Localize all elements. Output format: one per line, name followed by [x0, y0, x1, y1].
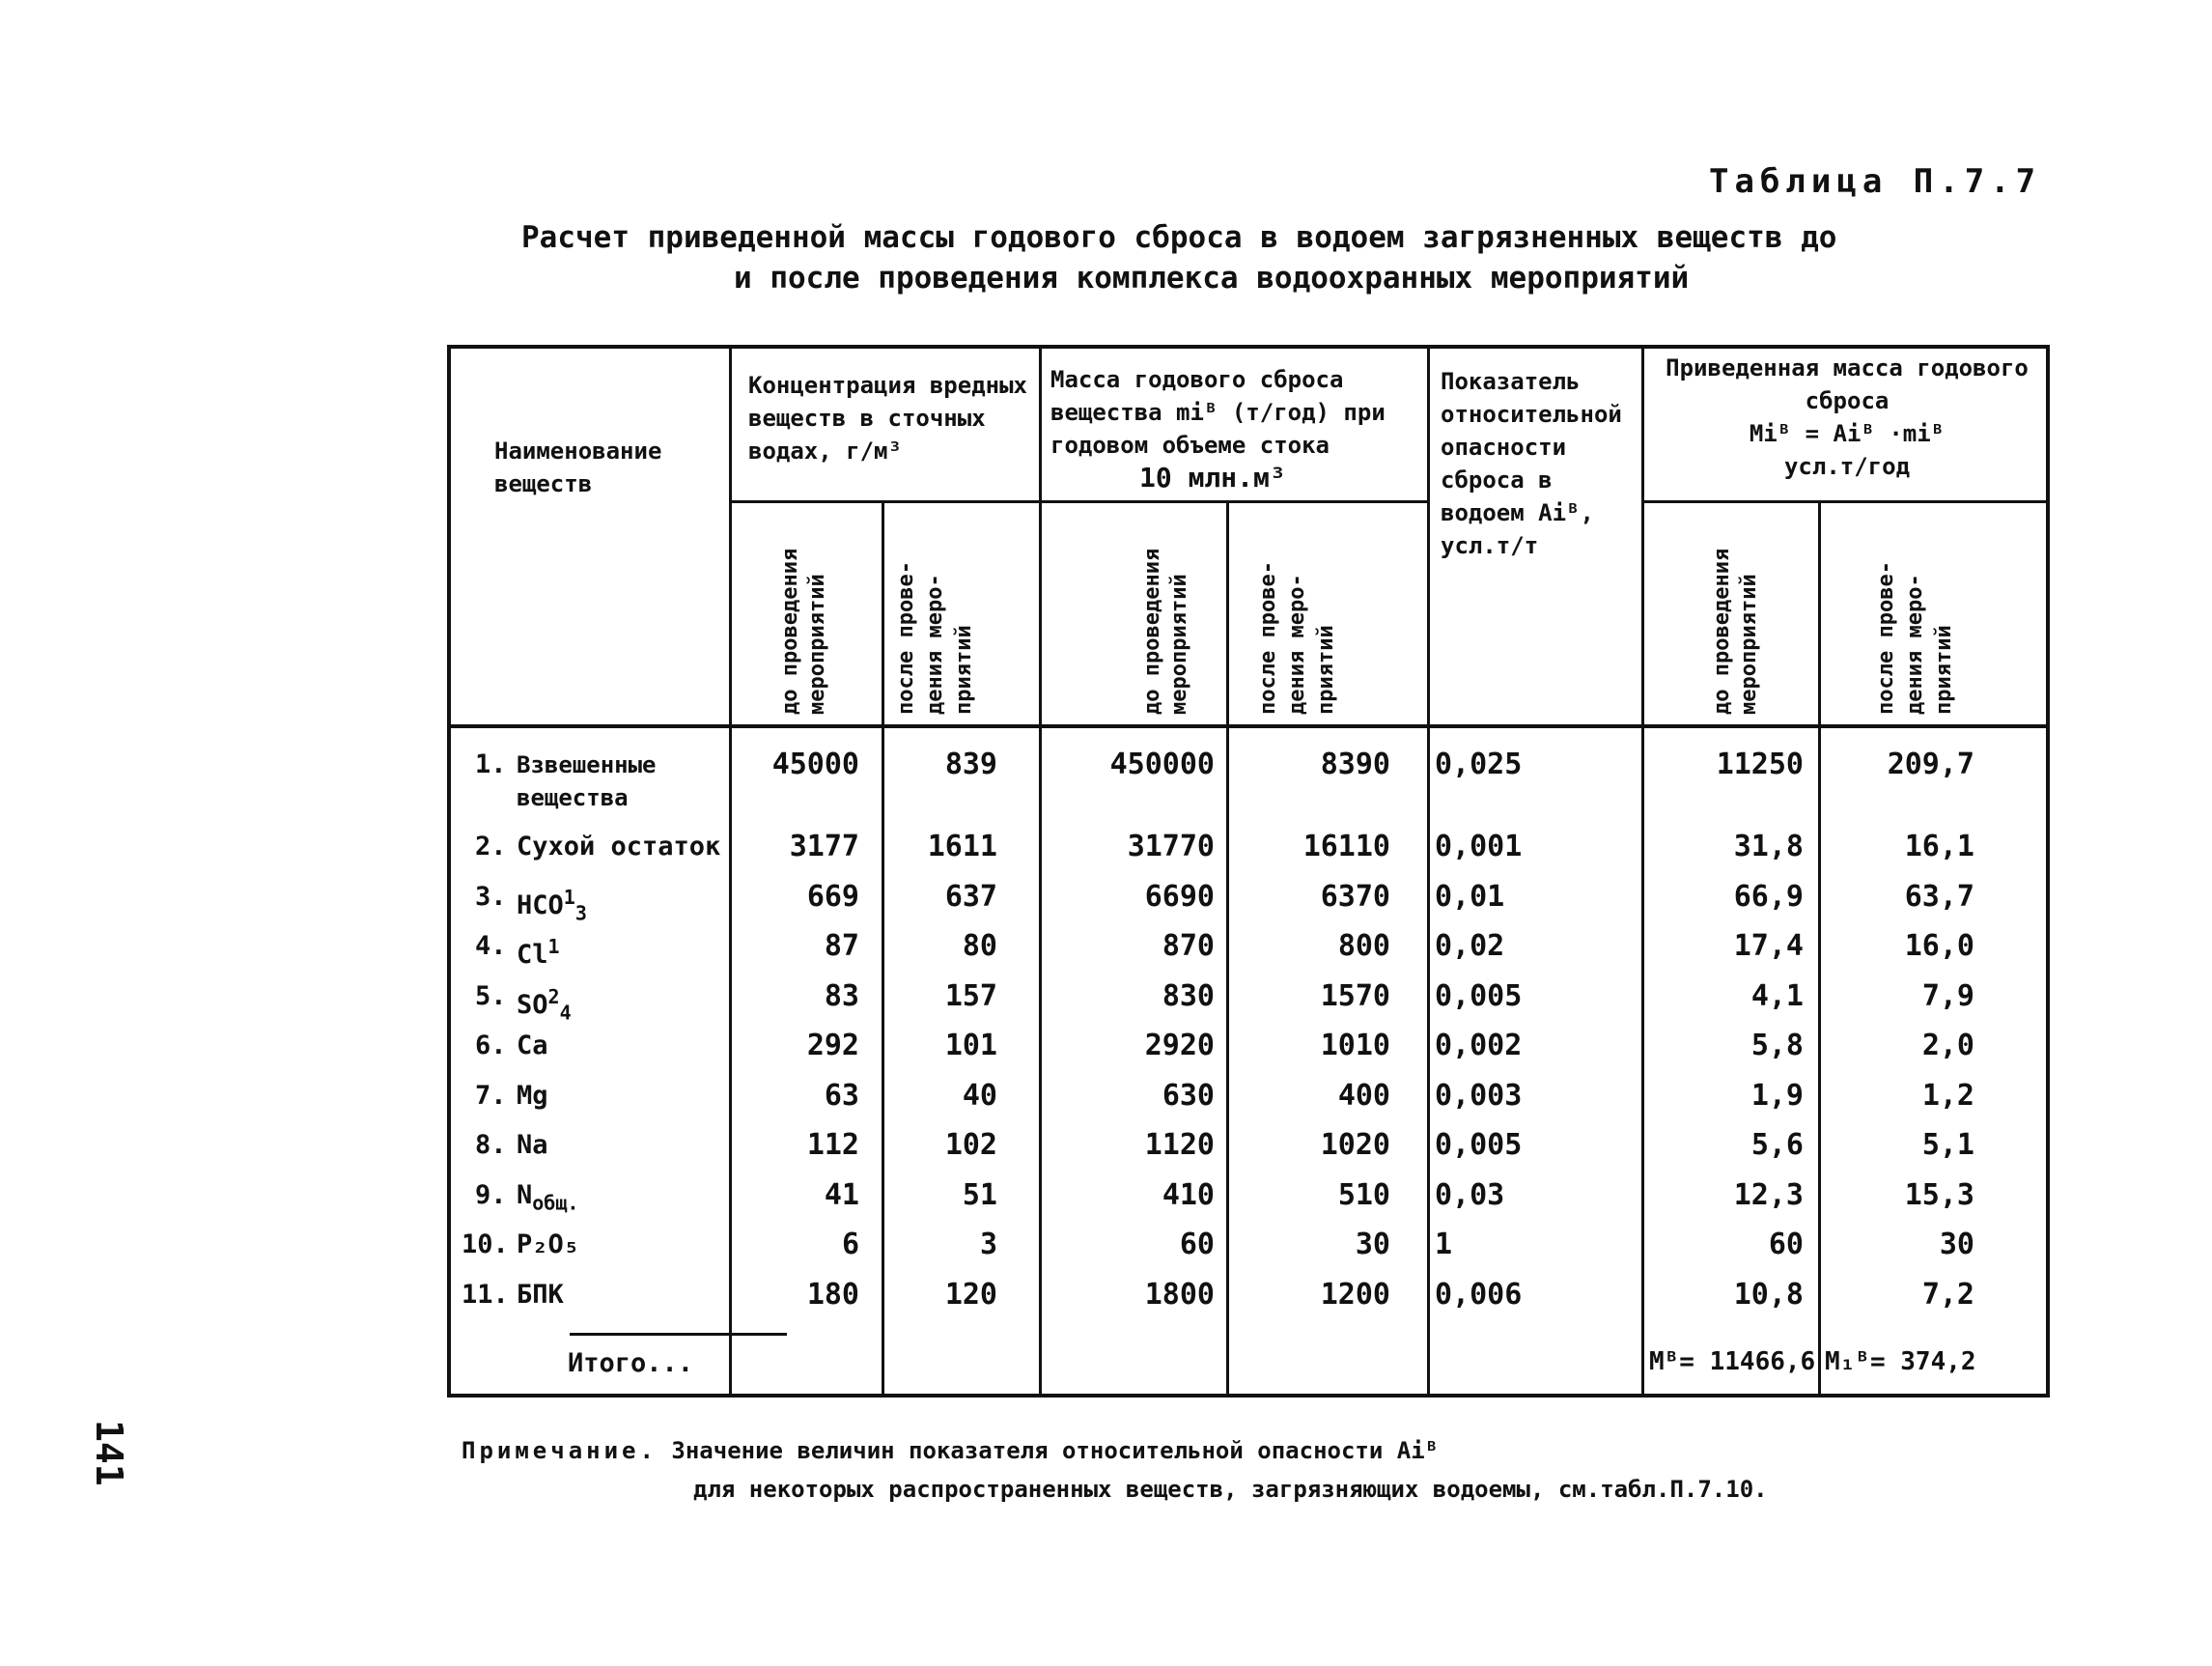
cell-r-after: 7,9: [1921, 979, 1974, 1013]
cell-m-after: 1020: [1320, 1128, 1390, 1162]
cell-r-after: 209,7: [1887, 748, 1974, 781]
row-number: 10.: [462, 1229, 509, 1259]
substance-name: $SO^2_4$: [517, 985, 572, 1025]
table-border-top: [447, 345, 2050, 349]
cell-c-after: 102: [944, 1128, 997, 1162]
subheader-line: после прове-: [1256, 561, 1280, 715]
cell-m-before: 1120: [1144, 1128, 1215, 1162]
cell-r-before: 11250: [1716, 748, 1804, 781]
cell-c-before: 112: [806, 1128, 859, 1162]
cell-r-after: 1,2: [1921, 1079, 1974, 1113]
cell-c-before: 63: [824, 1079, 859, 1113]
cell-r-after: 5,1: [1921, 1128, 1974, 1162]
cell-m-after: 1570: [1320, 979, 1390, 1013]
cell-a: 0,006: [1435, 1278, 1523, 1312]
cell-r-before: 10,8: [1733, 1278, 1804, 1312]
cell-m-before: 410: [1162, 1178, 1215, 1212]
header-hazard: Показатель относительной опасности сброса в водоем Aiᴮ, усл.т/т: [1441, 368, 1622, 559]
cell-r-after: 2,0: [1921, 1029, 1974, 1062]
row-number: 8.: [475, 1130, 507, 1160]
table-label: Таблица П.7.7: [1709, 162, 2042, 201]
cell-c-after: 101: [944, 1029, 997, 1062]
substance-name: Na: [517, 1130, 548, 1160]
cell-r-before: 17,4: [1733, 929, 1804, 963]
cell-a: 0,005: [1435, 1128, 1523, 1162]
subheader-mass-before: до проведения мероприятий: [1140, 548, 1191, 715]
header-reduced-formula: Miᴮ = Aiᴮ ·miᴮ: [1749, 420, 1946, 447]
note-text-1: Значение величин показателя относительной опасности Aiᴮ: [671, 1437, 1440, 1464]
cell-m-after: 6370: [1320, 880, 1390, 914]
cell-a: 0,02: [1435, 929, 1505, 963]
row-number: 2.: [475, 832, 507, 861]
col-line-2: [882, 502, 884, 1398]
cell-c-after: 120: [944, 1278, 997, 1312]
subheader-line: после прове-: [1874, 561, 1898, 715]
cell-c-before: 45000: [771, 748, 859, 781]
total-underline: [570, 1333, 787, 1336]
cell-r-before: 1,9: [1750, 1079, 1804, 1113]
cell-c-after: 1611: [927, 830, 997, 863]
cell-a: 0,005: [1435, 979, 1523, 1013]
cell-c-before: 180: [806, 1278, 859, 1312]
cell-r-after: 30: [1939, 1228, 1974, 1261]
cell-c-before: 669: [806, 880, 859, 914]
cell-c-before: 87: [824, 929, 859, 963]
substance-name: $N_{общ.}$: [517, 1180, 579, 1215]
cell-m-before: 60: [1179, 1228, 1215, 1261]
row-number: 6.: [475, 1031, 507, 1060]
substance-name: Сухой остаток: [517, 832, 721, 861]
cell-a: 0,03: [1435, 1178, 1505, 1212]
cell-m-before: 6690: [1144, 880, 1215, 914]
cell-m-after: 8390: [1320, 748, 1390, 781]
cell-r-after: 16,0: [1904, 929, 1974, 963]
cell-m-after: 30: [1355, 1228, 1390, 1261]
header-mid-line-1: [731, 500, 1428, 503]
cell-r-before: 5,8: [1750, 1029, 1804, 1062]
col-line-1: [729, 345, 732, 1398]
table-title-line-1: Расчет приведенной массы годового сброса в водоем загрязненных веществ до: [521, 220, 1837, 255]
cell-a: 1: [1435, 1228, 1453, 1261]
total-after: M₁ᴮ= 374,2: [1825, 1347, 1976, 1376]
subheader-line: дения меро-: [923, 574, 947, 715]
subheader-line: приятий: [1932, 625, 1956, 715]
total-label: Итого...: [568, 1348, 694, 1378]
cell-m-before: 450000: [1109, 748, 1215, 781]
subheader-line: приятий: [1314, 625, 1338, 715]
cell-r-after: 7,2: [1921, 1278, 1974, 1312]
cell-c-before: 3177: [789, 830, 859, 863]
subheader-line: после прове-: [894, 561, 918, 715]
cell-a: 0,001: [1435, 830, 1523, 863]
cell-r-before: 4,1: [1750, 979, 1804, 1013]
cell-r-after: 63,7: [1904, 880, 1974, 914]
cell-r-after: 16,1: [1904, 830, 1974, 863]
substance-name: Взвешенные вещества: [517, 751, 657, 811]
cell-c-after: 80: [962, 929, 997, 963]
row-number: 5.: [475, 981, 507, 1011]
row-number: 4.: [475, 931, 507, 961]
total-before: Mᴮ= 11466,6: [1649, 1347, 1816, 1376]
page-number: 141: [88, 1420, 130, 1486]
header-mass: Масса годового сброса вещества miᴮ (т/год) при годовом объеме стока: [1050, 366, 1386, 459]
header-mass-volume: 10 млн.м³: [1139, 462, 1286, 494]
substance-name: $HCO^1_3$: [517, 886, 587, 925]
col-line-6: [1641, 345, 1644, 1398]
cell-c-after: 3: [979, 1228, 997, 1261]
cell-c-before: 292: [806, 1029, 859, 1062]
header-reduced-unit: усл.т/год: [1783, 453, 1911, 480]
cell-r-before: 31,8: [1733, 830, 1804, 863]
cell-r-before: 66,9: [1733, 880, 1804, 914]
cell-a: 0,025: [1435, 748, 1523, 781]
cell-c-after: 51: [962, 1178, 997, 1212]
cell-r-before: 5,6: [1750, 1128, 1804, 1162]
note-label: Примечание.: [462, 1437, 658, 1464]
note-line-1: [462, 1437, 1439, 1464]
substance-name: P₂O₅: [517, 1229, 580, 1259]
row-number: 9.: [475, 1180, 507, 1210]
table-title-line-2: и после проведения комплекса водоохранных мероприятий: [734, 261, 1690, 296]
row-number: 11.: [462, 1280, 509, 1310]
header-mid-line-2: [1644, 500, 2050, 503]
cell-c-after: 157: [944, 979, 997, 1013]
subheader-reduced-before: до проведения мероприятий: [1710, 548, 1761, 715]
cell-m-after: 800: [1337, 929, 1390, 963]
cell-m-after: 1010: [1320, 1029, 1390, 1062]
cell-m-before: 1800: [1144, 1278, 1215, 1312]
subheader-line: приятий: [952, 625, 976, 715]
cell-r-before: 60: [1768, 1228, 1804, 1261]
col-line-5: [1427, 345, 1430, 1398]
header-concentration: Концентрация вредных веществ в сточных водах, г/м³: [748, 372, 1027, 465]
cell-c-before: 83: [824, 979, 859, 1013]
subheader-line: дения меро-: [1903, 574, 1927, 715]
table-border-bottom: [447, 1394, 2050, 1398]
header-reduced: Приведенная масса годового сброса: [1666, 354, 2029, 414]
header-name: Наименование веществ: [494, 438, 662, 497]
cell-m-before: 830: [1162, 979, 1215, 1013]
cell-c-after: 839: [944, 748, 997, 781]
cell-c-before: 6: [841, 1228, 859, 1261]
cell-m-after: 510: [1337, 1178, 1390, 1212]
cell-c-before: 41: [824, 1178, 859, 1212]
cell-a: 0,002: [1435, 1029, 1523, 1062]
header-separator: [447, 724, 2050, 728]
substance-name: Ca: [517, 1031, 548, 1060]
table-border-left: [447, 345, 451, 1398]
cell-c-after: 637: [944, 880, 997, 914]
col-line-7: [1818, 502, 1821, 1398]
col-line-3: [1039, 345, 1042, 1398]
cell-m-before: 31770: [1127, 830, 1215, 863]
cell-m-before: 630: [1162, 1079, 1215, 1113]
cell-r-before: 12,3: [1733, 1178, 1804, 1212]
col-line-4: [1226, 502, 1229, 1398]
row-number: 1.: [475, 749, 507, 779]
substance-name: Cl$^1$: [517, 935, 560, 970]
subheader-concentration-before: до проведения мероприятий: [778, 548, 829, 715]
cell-c-after: 40: [962, 1079, 997, 1113]
row-number: 3.: [475, 882, 507, 912]
cell-a: 0,01: [1435, 880, 1505, 914]
cell-r-after: 15,3: [1904, 1178, 1974, 1212]
row-number: 7.: [475, 1081, 507, 1111]
note-line-2: для некоторых распространенных веществ, загрязняющих водоемы, см.табл.П.7.10.: [693, 1476, 1768, 1503]
cell-m-after: 400: [1337, 1079, 1390, 1113]
substance-name: БПК: [517, 1280, 564, 1310]
substance-name: Mg: [517, 1081, 548, 1111]
cell-a: 0,003: [1435, 1079, 1523, 1113]
cell-m-before: 2920: [1144, 1029, 1215, 1062]
cell-m-after: 16110: [1302, 830, 1390, 863]
cell-m-before: 870: [1162, 929, 1215, 963]
cell-m-after: 1200: [1320, 1278, 1390, 1312]
subheader-line: дения меро-: [1285, 574, 1309, 715]
